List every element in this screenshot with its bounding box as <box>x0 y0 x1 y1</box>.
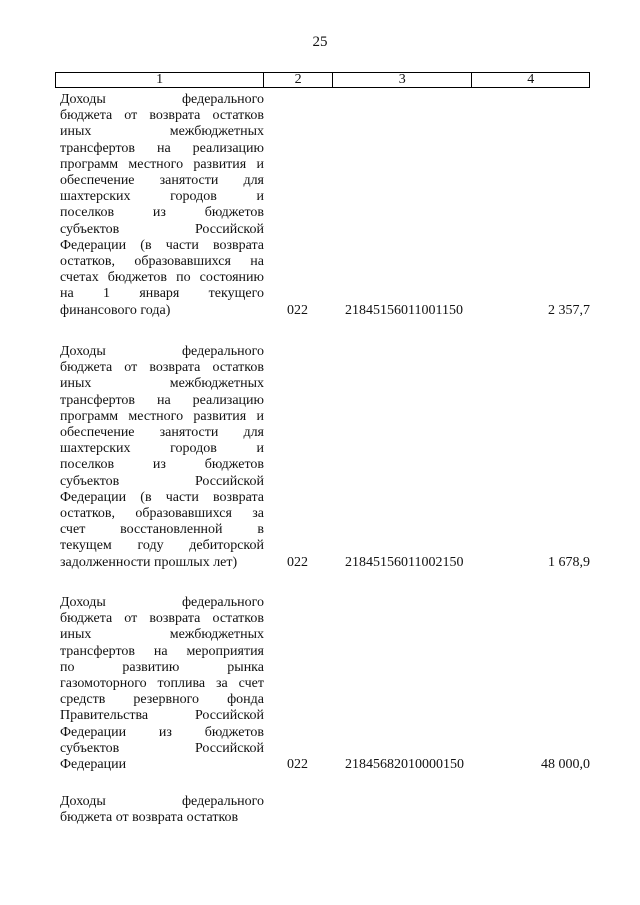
row-kbk: 21845682010000150 <box>345 757 464 772</box>
description-line: трансфертов на реализацию <box>60 392 264 408</box>
description-line: обеспечение занятости для <box>60 173 264 189</box>
description-line: бюджета от возврата остатков <box>60 360 264 376</box>
description-line: программ местного развития и <box>60 408 264 424</box>
row-amount: 48 000,0 <box>541 757 590 772</box>
header-col-4: 4 <box>527 72 535 87</box>
description-line: остатков, образовавшихся на <box>60 254 264 270</box>
description-line: трансфертов на мероприятия <box>60 643 264 659</box>
table-header <box>55 72 590 88</box>
description-line: поселков из бюджетов <box>60 205 264 221</box>
row-code: 022 <box>287 757 308 772</box>
description-line: обеспечение занятости для <box>60 425 264 441</box>
row-description <box>60 794 264 826</box>
description-line: поселков из бюджетов <box>60 457 264 473</box>
description-line: счет восстановленной в <box>60 522 264 538</box>
description-line: по развитию рынка <box>60 659 264 675</box>
description-line: Доходы федерального <box>60 794 264 809</box>
description-line: остатков, образовавшихся за <box>60 506 264 522</box>
description-line: трансфертов на реализацию <box>60 140 264 156</box>
description-line: бюджета от возврата остатков <box>60 611 264 627</box>
row-code: 022 <box>287 554 308 570</box>
description-line: иных межбюджетных <box>60 124 264 140</box>
description-line: Доходы федерального <box>60 344 264 359</box>
description-line: субъектов Российской <box>60 473 264 489</box>
description-line: текущем году дебиторской <box>60 538 264 554</box>
description-line: иных межбюджетных <box>60 376 264 392</box>
description-line: Федерации (в части возврата <box>60 237 264 253</box>
row-kbk: 21845156011001150 <box>345 302 463 318</box>
description-line: Федерации <box>60 757 127 773</box>
description-line: газомоторного топлива за счет <box>60 676 264 692</box>
row-amount: 1 678,9 <box>548 554 590 570</box>
description-line: программ местного развития и <box>60 156 264 172</box>
description-line: финансового года) <box>60 302 171 318</box>
description-line: шахтерских городов и <box>60 189 264 205</box>
description-line: счетах бюджетов по состоянию <box>60 270 264 286</box>
header-col-2: 2 <box>264 73 333 87</box>
description-line: субъектов Российской <box>60 221 264 237</box>
description-line: бюджета от возврата остатков <box>60 108 264 124</box>
header-col-3: 3 <box>333 73 472 87</box>
description-line: шахтерских городов и <box>60 441 264 457</box>
row-description <box>60 92 264 319</box>
description-line: Федерации из бюджетов <box>60 724 264 740</box>
description-line: на 1 января текущего <box>60 286 264 302</box>
row-code: 022 <box>287 302 308 318</box>
description-line: иных межбюджетных <box>60 627 264 643</box>
description-line: Федерации (в части возврата <box>60 489 264 505</box>
description-line: средств резервного фонда <box>60 692 264 708</box>
description-line: бюджета от возврата остатков <box>60 810 239 826</box>
row-description <box>60 595 264 773</box>
page-number: 25 <box>312 34 328 50</box>
description-line: Доходы федерального <box>60 92 264 107</box>
description-line: Правительства Российской <box>60 708 264 724</box>
description-line: субъектов Российской <box>60 740 264 756</box>
description-line: задолженности прошлых лет) <box>60 554 238 570</box>
description-line: Доходы федерального <box>60 595 264 610</box>
header-col-1: 1 <box>56 73 264 87</box>
row-amount: 2 357,7 <box>548 302 590 318</box>
row-kbk: 21845156011002150 <box>345 554 464 570</box>
row-description <box>60 344 264 571</box>
